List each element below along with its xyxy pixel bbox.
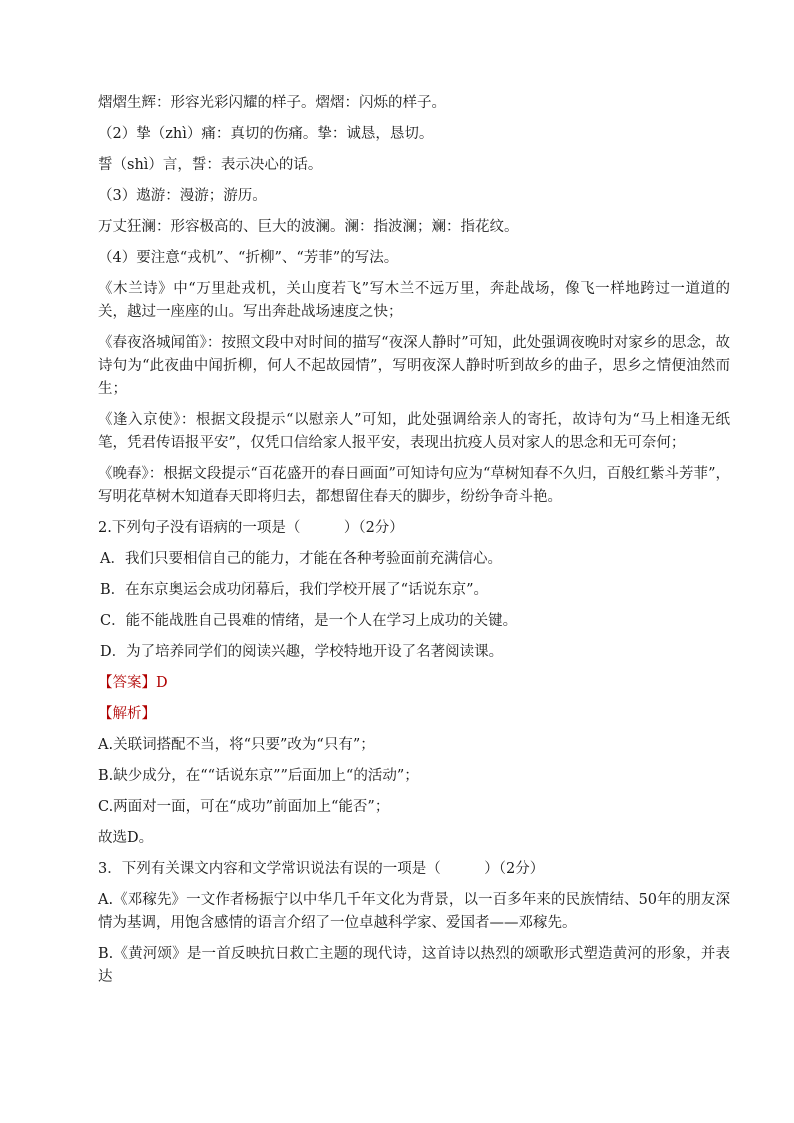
question-2: 2.下列句子没有语病的一项是（ ）（2分） [98,520,404,536]
text-line: （2）挚（zhì）痛：真切的伤痛。挚：诚恳，恳切。 [98,126,434,142]
text-line: （4）要注意“戎机”、“折柳”、“芳菲”的写法。 [98,250,399,266]
question-2-option-b: B．在东京奥运会成功闭幕后，我们学校开展了“话说东京”。 [100,582,488,598]
text-line: 熠熠生辉：形容光彩闪耀的样子。熠熠：闪烁的样子。 [98,95,446,111]
question-2-option-a: A．我们只要相信自己的能力，才能在各种考验面前充满信心。 [100,551,502,567]
text-line: 《春夜洛城闻笛》：按照文段中对时间的描写“夜深人静时”可知，此处强调夜晚时对家乡的思念，故诗句为“此夜曲中闻折柳，何人不起故园情”，写明夜深人静时听到故乡的曲子，思乡之情便油然而生； [98,335,730,397]
document-body [70,92,730,997]
question-3: 3．下列有关课文内容和文学常识说法有误的一项是（ ）（2分） [98,861,545,877]
question-2-option-c: C．能不能战胜自己畏难的情绪，是一个人在学习上成功的关键。 [100,613,518,629]
text-line: （3）遨游：漫游；游历。 [98,188,267,204]
question-3-option-a: A.《邓稼先》一文作者杨振宁以中华几千年文化为背景，以一百多年来的民族情结、50年的朋友深情为基调，用饱含感情的语言介绍了一位卓越科学家、爱国者——邓稼先。 [98,892,730,931]
text-line: 誓（shì）言，誓：表示决心的话。 [98,157,323,173]
analysis-line: 故选D。 [98,830,154,846]
analysis-line: A.关联词搭配不当，将“只要”改为“只有”； [98,737,375,753]
analysis-line: C.两面对一面，可在“成功”前面加上“能否”； [98,799,390,815]
answer-label: 【答案】D [98,675,168,691]
text-line: 万丈狂澜：形容极高的、巨大的波澜。澜：指波澜；斓：指花纹。 [98,219,519,235]
text-line: 《木兰诗》中“万里赴戎机，关山度若飞”写木兰不远万里，奔赴战场，像飞一样地跨过一道道的关，越过一座座的山。写出奔赴战场速度之快； [98,281,730,320]
analysis-line: B.缺少成分，在““话说东京””后面加上“的活动”； [98,768,419,784]
question-2-option-d: D．为了培养同学们的阅读兴趣，学校特地开设了名著阅读课。 [100,644,504,660]
question-3-option-b: B.《黄河颂》是一首反映抗日救亡主题的现代诗，这首诗以热烈的颂歌形式塑造黄河的形象，并表达 [98,946,730,985]
analysis-label: 【解析】 [98,706,156,722]
text-line: 《逢入京使》：根据文段提示“以慰亲人”可知，此处强调给亲人的寄托，故诗句为“马上相逢无纸笔，凭君传语报平安”，仅凭口信给家人报平安，表现出抗疫人员对家人的思念和无可奈何； [98,412,730,451]
text-line: 《晚春》：根据文段提示“百花盛开的春日画面”可知诗句应为“草树知春不久归，百般红紫斗芳菲”，写明花草树木知道春天即将归去，都想留住春天的脚步，纷纷争奇斗艳。 [98,466,730,505]
